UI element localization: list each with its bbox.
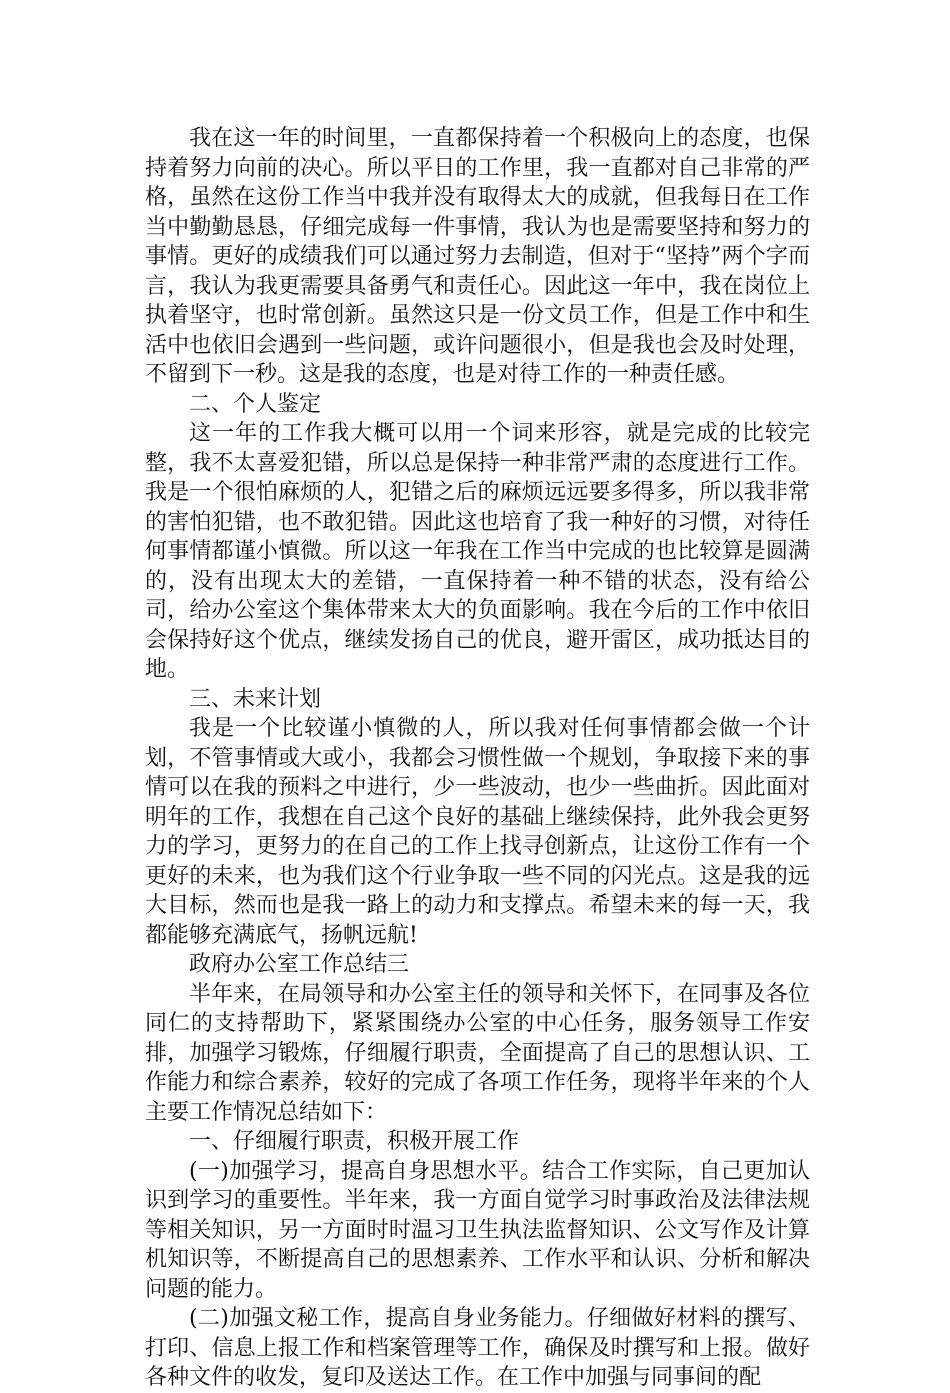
paragraph-secretarial-work: (二)加强文秘工作，提高自身业务能力。仔细做好材料的撰写、打印、信息上报工作和档案管理等工作，确保及时撰写和上报。做好各种文件的收发，复印及送达工作。在工作中加强与同事间的配: [145, 1306, 810, 1390]
document-title-summary-three: 政府办公室工作总结三: [189, 952, 410, 977]
paragraph-future-plan: 我是一个比较谨小慎微的人，所以我对任何事情都会做一个计划，不管事情或大或小，我都会习惯性做一个规划，争取接下来的事情可以在我的预料之中进行，少一些波动，也少一些曲折。因此面对明年的工作，我想在自己这个良好的基础上继续保持，此外我会更努力的学习，更努力的在自己的工作上找寻创新点，让这份工作有一个更好的未来，也为我们这个行业争取一些不同的闪光点。这是我的远大目标，然而也是我一路上的动力和支撑点。希望未来的每一天，我都能够充满底气，扬帆远航!: [145, 716, 810, 948]
paragraph-personal-appraisal: 这一年的工作我大概可以用一个词来形容，就是完成的比较完整，我不太喜爱犯错，所以总是保持一种非常严肃的态度进行工作。我是一个很怕麻烦的人，犯错之后的麻烦远远要多得多，所以我非常的害怕犯错，也不敢犯错。因此这也培育了我一种好的习惯，对待任何事情都谨小慎微。所以这一年我在工作当中完成的也比较算是圆满的，没有出现太大的差错，一直保持着一种不错的状态，没有给公司，给办公室这个集体带来太大的负面影响。我在今后的工作中依旧会保持好这个优点，继续发扬自己的优良，避开雷区，成功抵达目的地。: [145, 421, 810, 682]
section-heading-personal-appraisal: 二、个人鉴定: [189, 391, 322, 417]
section-heading-future-plan: 三、未来计划: [189, 686, 322, 712]
paragraph-half-year-intro: 半年来，在局领导和办公室主任的领导和关怀下，在同事及各位同仁的支持帮助下，紧紧围绕办公室的中心任务，服务领导工作安排，加强学习锻炼，仔细履行职责，全面提高了自己的思想认识、工作能力和综合素养，较好的完成了各项工作任务，现将半年来的个人主要工作情况总结如下：: [145, 981, 810, 1125]
paragraph-study: (一)加强学习，提高自身思想水平。结合工作实际，自己更加认识到学习的重要性。半年来，我一方面自觉学习时事政治及法律法规等相关知识，另一方面时时温习卫生执法监督知识、公文写作及计算机知识等，不断提高自己的思想素养、工作水平和认识、分析和解决问题的能力。: [145, 1158, 810, 1302]
section-heading-duties: 一、仔细履行职责，积极开展工作: [189, 1129, 520, 1154]
paragraph-dedication: 我在这一年的时间里，一直都保持着一个积极向上的态度，也保持着努力向前的决心。所以平日的工作里，我一直都对自己非常的严格，虽然在这份工作当中我并没有取得太大的成就，但我每日在工作当中勤勤恳恳，仔细完成每一件事情，我认为也是需要坚持和努力的事情。更好的成绩我们可以通过努力去制造，但对于“坚持”两个字而言，我认为我更需要具备勇气和责任心。因此这一年中，我在岗位上执着坚守，也时常创新。虽然这只是一份文员工作，但是工作中和生活中也依旧会遇到一些问题，或许问题很小，但是我也会及时处理，不留到下一秒。这是我的态度，也是对待工作的一种责任感。: [145, 126, 810, 387]
document-body: [145, 124, 810, 1393]
